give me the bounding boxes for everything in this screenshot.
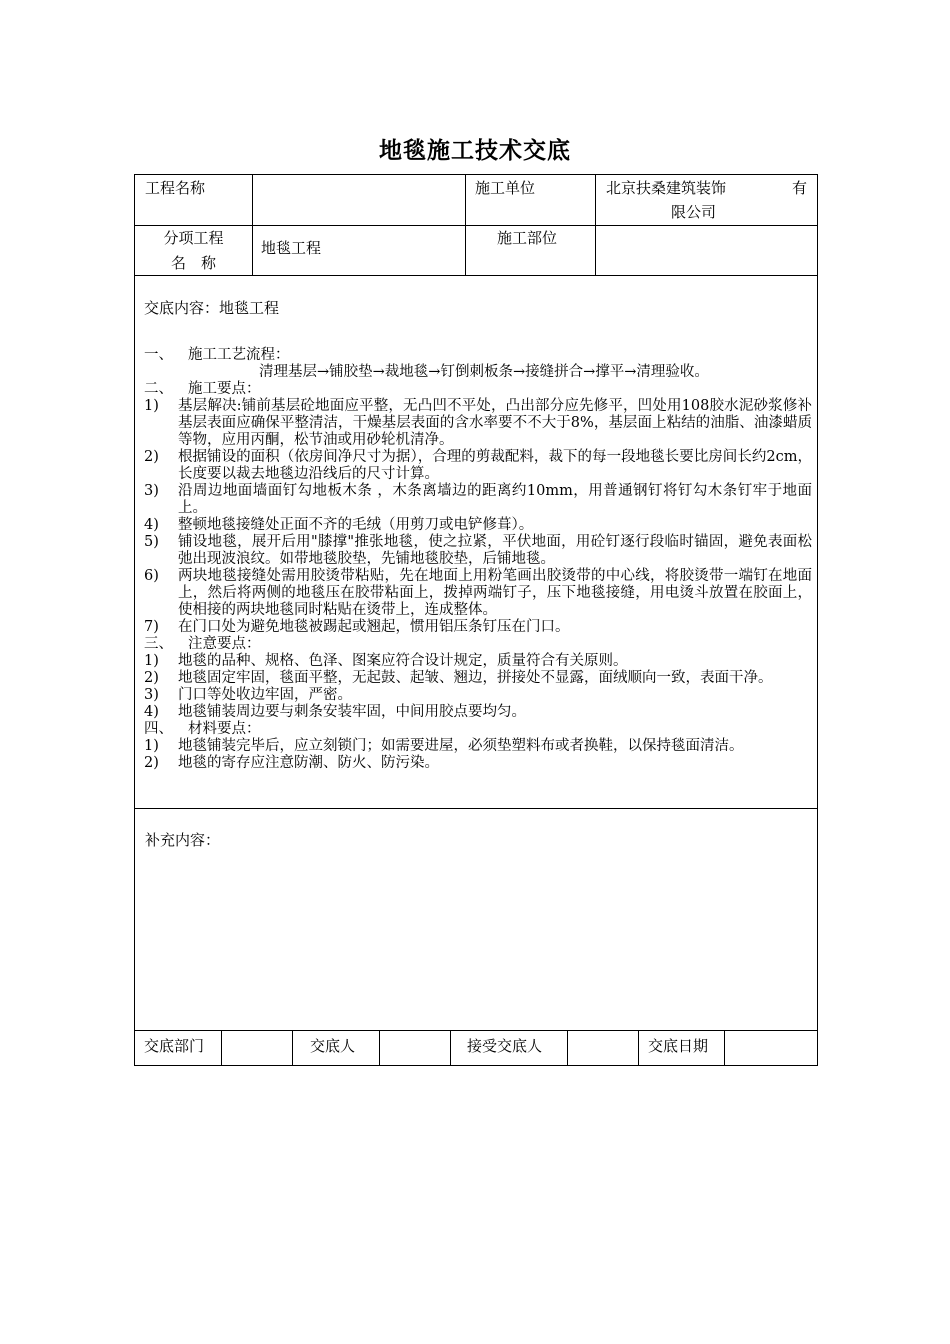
construction-unit-value-line2: 限公司 xyxy=(671,203,717,221)
sub-project-value: 地毯工程 xyxy=(261,239,322,257)
dept-label: 交底部门 xyxy=(144,1037,205,1055)
list-item xyxy=(144,670,812,687)
item-number: 1) xyxy=(144,738,159,754)
construction-unit-value-line1: 北京扶桑建筑装饰 xyxy=(606,179,727,197)
col-divider xyxy=(379,1030,380,1066)
section-title: 注意要点： xyxy=(188,636,261,652)
receiver-label: 接受交底人 xyxy=(467,1037,543,1055)
list-item xyxy=(144,653,812,670)
supplement-label: 补充内容： xyxy=(145,831,221,849)
col-divider xyxy=(465,175,466,275)
item-text: 地毯固定牢固，毯面平整，无起鼓、起皱、翘边，拼接处不显露，面绒顺向一致，表面干净。 xyxy=(178,670,773,686)
list-item xyxy=(144,704,812,721)
list-item xyxy=(144,534,812,568)
list-item xyxy=(144,568,812,619)
item-text: 沿周边地面墙面钉勾地板木条 ，木条离墙边的距离约10mm，用普通钢钉将钉勾木条钉牢于地面上。 xyxy=(178,483,812,516)
section-number: 三、 xyxy=(144,636,173,652)
item-number: 4) xyxy=(144,517,159,533)
item-number: 1) xyxy=(144,653,159,669)
item-text: 整顿地毯接缝处正面不齐的毛绒（用剪刀或电铲修葺）。 xyxy=(178,517,534,533)
sub-project-label-line2: 名 称 xyxy=(170,254,216,272)
construction-unit-value-suffix: 有 xyxy=(792,179,808,197)
section-heading xyxy=(144,721,812,738)
col-divider xyxy=(221,1030,222,1066)
item-text: 根据铺设的面积（依房间净尺寸为据），合理的剪裁配料，裁下的每一段地毯长要比房间长约2cm，长度要以裁去地毯边沿线后的尺寸计算。 xyxy=(178,449,812,482)
sub-project-label-line1: 分项工程 xyxy=(163,229,224,247)
item-number: 5) xyxy=(144,534,159,550)
section-number: 二、 xyxy=(144,381,173,397)
list-item xyxy=(144,755,812,772)
item-text: 地毯的寄存应注意防潮、防火、防污染。 xyxy=(178,755,439,771)
item-text: 在门口处为避免地毯被踢起或翘起，惯用铝压条钉压在门口。 xyxy=(178,619,570,635)
item-text: 地毯铺装周边要与刺条安装牢固，中间用胶点要均匀。 xyxy=(178,704,526,720)
item-text: 地毯铺装完毕后，应立刻锁门；如需要进屋，必须垫塑料布或者换鞋，以保持毯面清洁。 xyxy=(178,738,744,754)
section-title: 施工要点： xyxy=(188,381,261,397)
item-number: 7) xyxy=(144,619,159,635)
row-divider xyxy=(135,1030,817,1031)
item-number: 4) xyxy=(144,704,159,720)
item-text: 地毯的品种、规格、色泽、图案应符合设计规定，质量符合有关原则。 xyxy=(178,653,628,669)
section-heading xyxy=(144,347,812,364)
construction-part-label: 施工部位 xyxy=(497,229,558,247)
col-divider xyxy=(567,1030,568,1066)
list-item xyxy=(144,483,812,517)
col-divider xyxy=(252,175,253,275)
row-divider xyxy=(135,808,817,809)
col-divider xyxy=(292,1030,293,1066)
supplement-area[interactable] xyxy=(145,855,805,1020)
section-title: 施工工艺流程： xyxy=(188,347,290,363)
list-item xyxy=(144,517,812,534)
item-text: 两块地毯接缝处需用胶烫带粘贴，先在地面上用粉笔画出胶烫带的中心线，将胶烫带一端钉在地面上，然后将两侧的地毯压在胶带粘面上，拨掉两端钉子，压下地毯接缝，用电烫斗放置在胶面上，使相接的两块地毯同时粘贴在烫带上，连成整体。 xyxy=(178,568,812,618)
date-label: 交底日期 xyxy=(648,1037,709,1055)
section-number: 四、 xyxy=(144,721,173,737)
item-number: 2) xyxy=(144,670,159,686)
item-text: 门口等处收边牢固，严密。 xyxy=(178,687,352,703)
item-number: 6) xyxy=(144,568,159,584)
section-number: 一、 xyxy=(144,347,173,363)
col-divider xyxy=(450,1030,451,1066)
handover-content xyxy=(144,296,812,772)
person-label: 交底人 xyxy=(310,1037,356,1055)
item-number: 3) xyxy=(144,483,159,499)
item-number: 3) xyxy=(144,687,159,703)
col-divider xyxy=(724,1030,725,1066)
list-item xyxy=(144,398,812,449)
list-item xyxy=(144,738,812,755)
list-item xyxy=(144,687,812,704)
construction-unit-label: 施工单位 xyxy=(475,179,536,197)
content-intro: 交底内容：地毯工程 xyxy=(144,299,280,317)
project-name-label: 工程名称 xyxy=(145,179,206,197)
col-divider xyxy=(595,175,596,275)
section-heading xyxy=(144,636,812,653)
list-item xyxy=(144,619,812,636)
col-divider xyxy=(638,1030,639,1066)
item-number: 1) xyxy=(144,398,159,414)
item-number: 2) xyxy=(144,755,159,771)
process-flow: 清理基层→铺胶垫→裁地毯→钉倒刺板条→接缝拼合→撑平→清理验收。 xyxy=(259,364,709,380)
item-text: 基层解决:铺前基层砼地面应平整，无凸凹不平处，凸出部分应先修平，凹处用108胶水泥砂浆修补基层表面应确保平整清洁，干燥基层表面的含水率要不不大于8%，基层面上粘结的油脂、油漆蜡质等物，应用丙酮，松节油或用砂轮机清净。 xyxy=(178,398,812,448)
row-divider xyxy=(135,275,817,276)
list-item xyxy=(144,449,812,483)
handover-form xyxy=(134,174,818,1066)
item-number: 2) xyxy=(144,449,159,465)
item-text: 铺设地毯，展开后用"膝撑"推张地毯，使之拉紧，平伏地面，用砼钉逐行段临时锚固，避免表面松弛出现波浪纹。如带地毯胶垫，先铺地毯胶垫，后铺地毯。 xyxy=(178,534,812,567)
document-title: 地毯施工技术交底 xyxy=(379,138,571,164)
section-heading xyxy=(144,381,812,398)
section-title: 材料要点： xyxy=(188,721,261,737)
